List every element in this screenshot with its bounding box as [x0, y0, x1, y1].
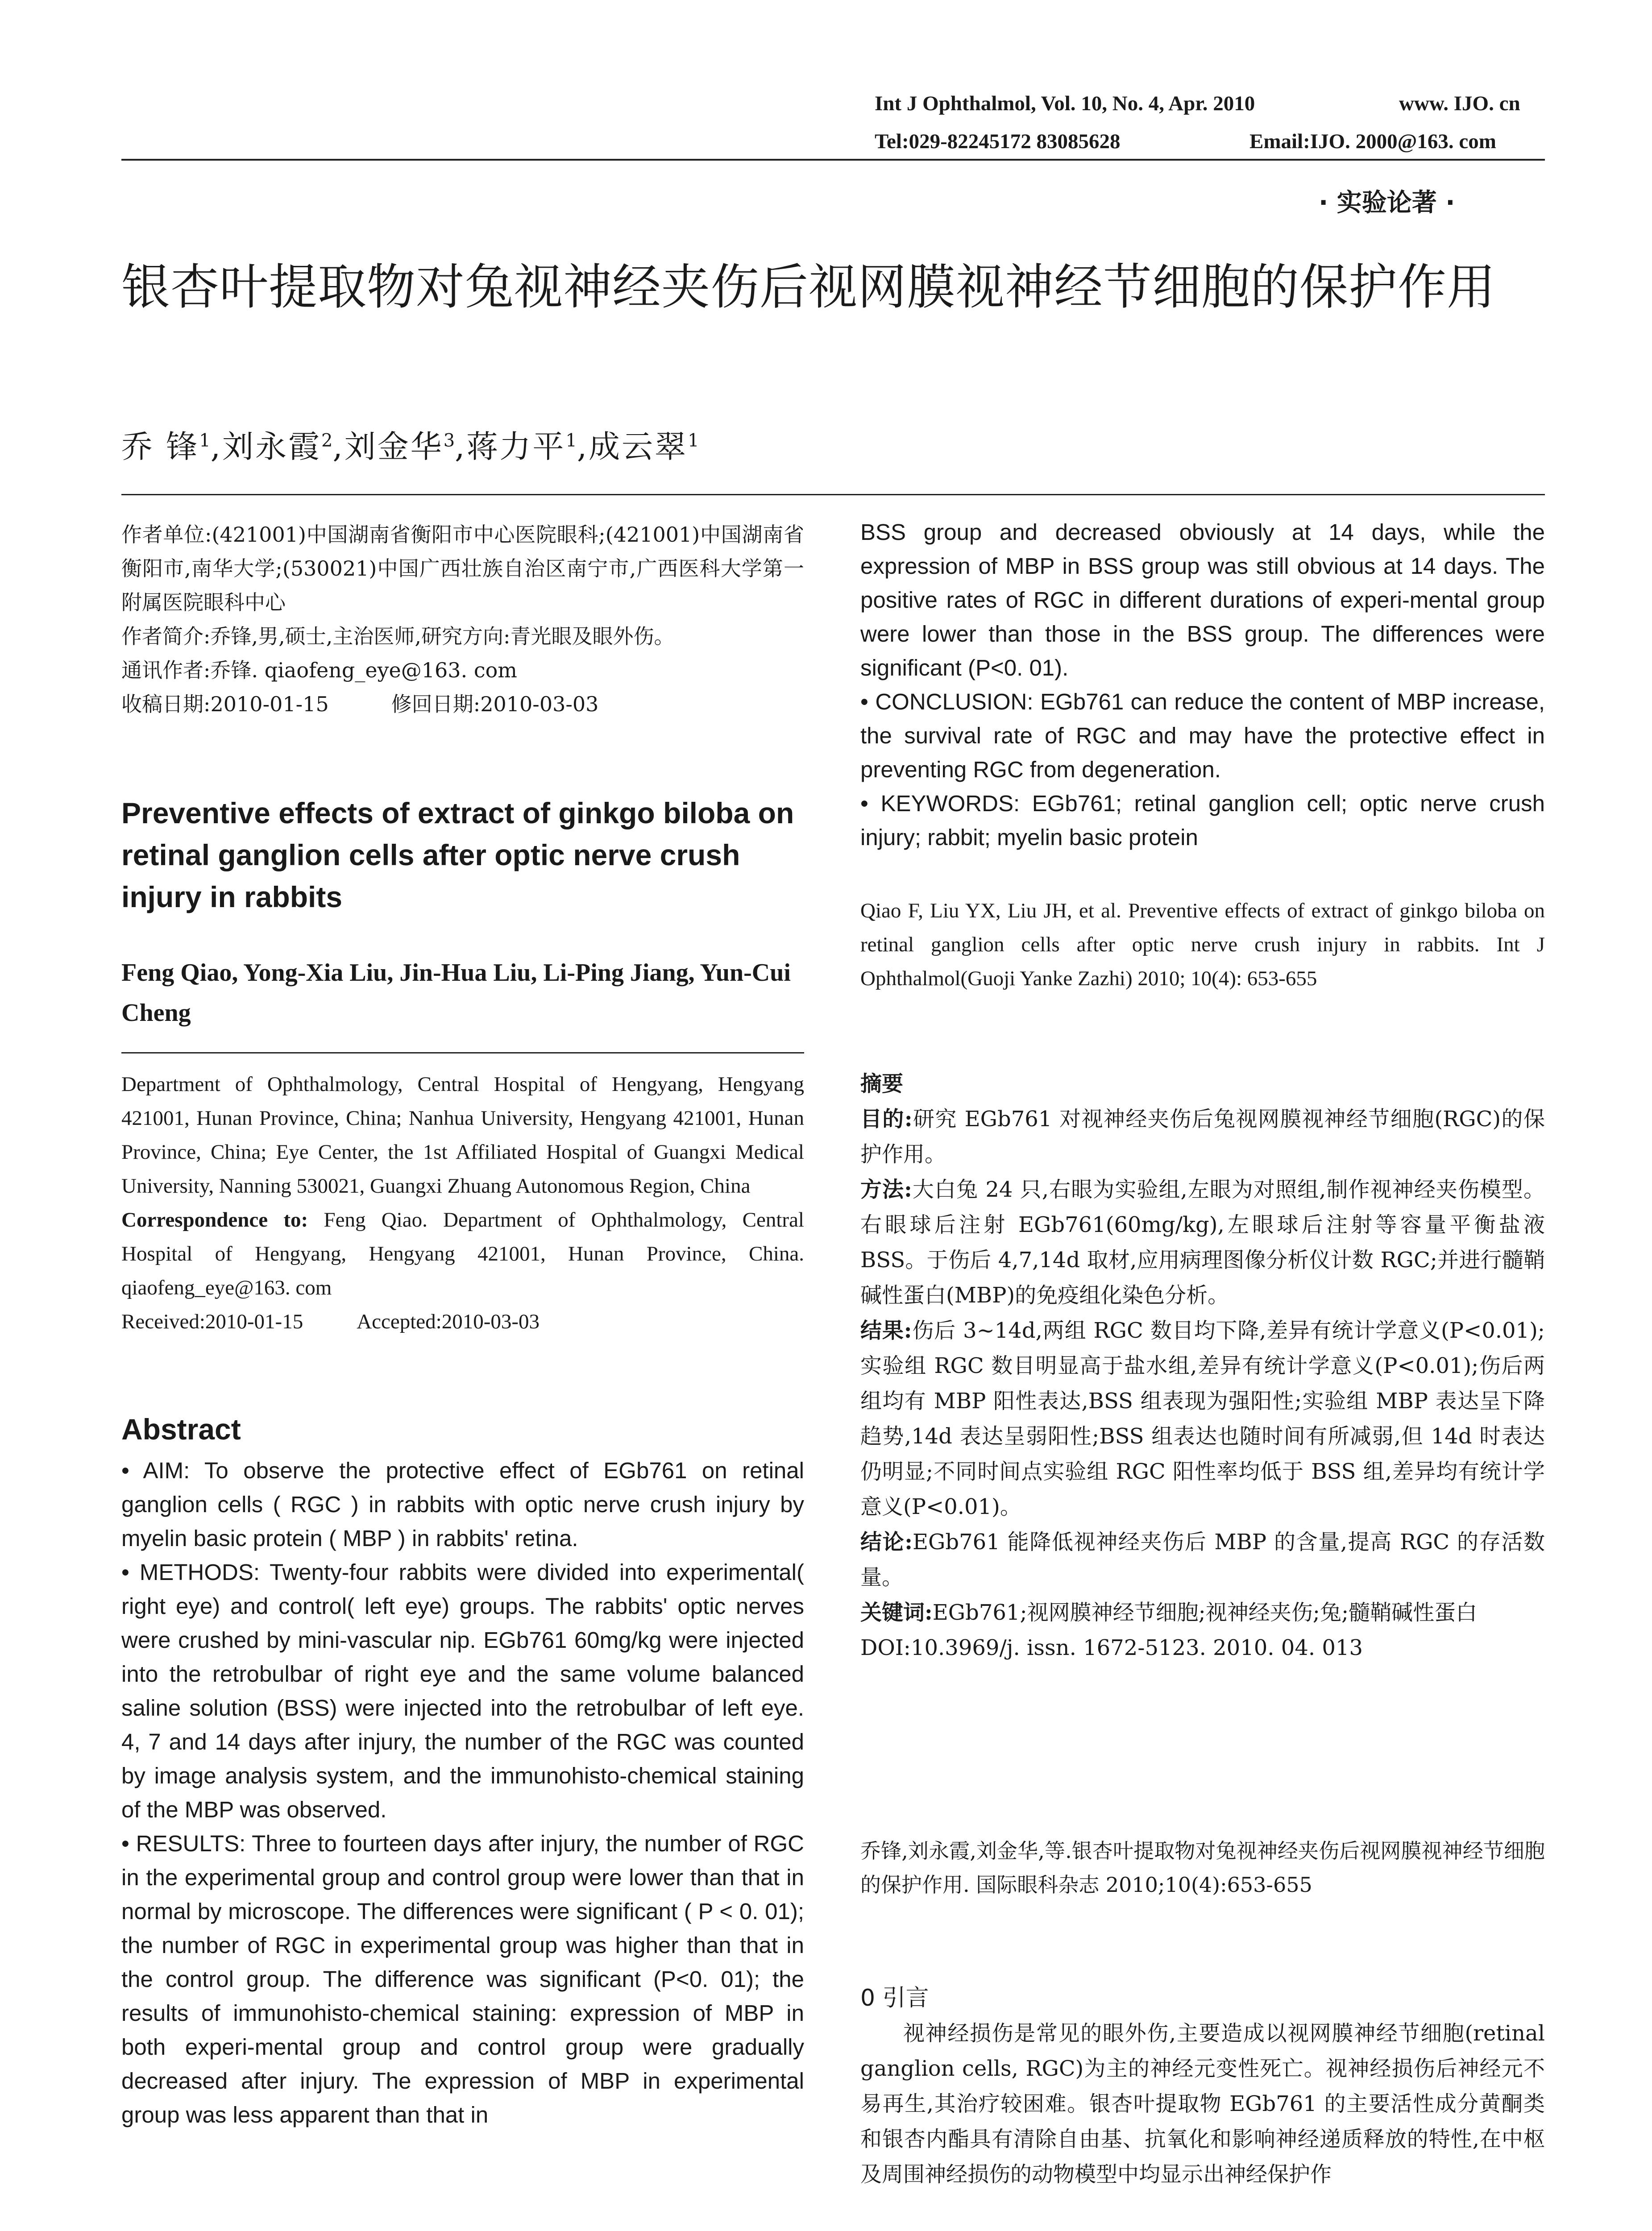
abstract-left: [121, 1454, 804, 2132]
cn-abstract-results: 结果:伤后 3~14d,两组 RGC 数目均下降,差异有统计学意义(P<0.01);实验组 RGC 数目明显高于盐水组,差异有统计学意义(P<0.01);伤后两组均有 MBP 阳性表达,BSS 组表现为强阳性;实验组 MBP 表达呈下降趋势,14d 表达呈弱阳性;BSS 组表达也随时间有所减弱,但 14d 时表达仍明显;不同时间点实验组 RGC 阳性率均低于 BSS 组,差异均有统计学意义(P<0.01)。: [860, 1318, 1545, 1519]
abstract-heading: Abstract: [121, 1413, 241, 1446]
cn-bio: 作者简介:乔锋,男,硕士,主治医师,研究方向:青光眼及眼外伤。: [121, 624, 675, 648]
affiliation-rule: [121, 1052, 804, 1053]
abstract-conclusion: • CONCLUSION: EGb761 can reduce the content of MBP increase, the survival rate of RGC and may have the protective effect in preventing RGC from degeneration.: [860, 689, 1545, 782]
cn-abstract-aim: 目的:研究 EGb761 对视神经夹伤后兔视网膜视神经节细胞(RGC)的保护作用。: [860, 1107, 1545, 1167]
author-name: 蒋力平: [466, 428, 566, 465]
en-dates: Received:2010-01-15 Accepted:2010-03-03: [121, 1310, 540, 1333]
section-tag: · 实验论著 ·: [1319, 188, 1455, 217]
cn-dates: 收稿日期:2010-01-15 修回日期:2010-03-03: [121, 692, 599, 716]
en-affiliation: Department of Ophthalmology, Central Hospital of Hengyang, Hengyang 421001, Hunan Province, China; Nanhua University, Hengyang 421001, Hunan Province, China; Eye Center, the 1st Affiliated Hospital of Guangxi Medical University, Nanning 530021, Guangxi Zhuang Autonomous Region, China: [121, 1073, 804, 1198]
intro-heading: 0 引言: [860, 1985, 929, 2011]
cn-correspondence: 通讯作者:乔锋. qiaofeng_eye@163. com: [121, 658, 517, 682]
author-name: 刘永霞: [222, 428, 321, 465]
abstract-aim: • AIM: To observe the protective effect of EGb761 on retinal ganglion cells ( RGC ) in rabbits with optic nerve crush injury by myelin basic protein ( MBP ) in rabbits' retina.: [121, 1458, 804, 1551]
abstract-methods: • METHODS: Twenty-four rabbits were divided into experimental( right eye) and control( left eye) groups. The rabbits' optic nerves were crushed by mini-vascular nip. EGb761 60mg/kg were injected into the retrobulbar of right eye and the same volume balanced saline solution (BSS) were injected into the retrobulbar of left eye. 4, 7 and 14 days after injury, the number of the RGC was counted by image analysis system, and the immunohisto-chemical staining of the MBP was observed.: [121, 1559, 804, 1822]
header-rule: [121, 159, 1545, 161]
cn-abstract-methods: 方法:大白兔 24 只,右眼为实验组,左眼为对照组,制作视神经夹伤模型。右眼球后注射 EGb761(60mg/kg),左眼球后注射等容量平衡盐液 BSS。于伤后 4,7,14d 取材,应用病理图像分析仪计数 RGC;并进行髓鞘碱性蛋白(MBP)的免疫组化染色分析。: [860, 1177, 1545, 1308]
abstract-results-cont: BSS group and decreased obviously at 14 days, while the expression of MBP in BSS group was still obvious at 14 days. The positive rates of RGC in different durations of experi-mental group were lower than those in the BSS group. The differences were significant (P<0. 01).: [860, 519, 1545, 680]
paper-title: 银杏叶提取物对兔视神经夹伤后视网膜视神经节细胞的保护作用: [121, 259, 1496, 315]
author-list: 乔 锋$^1$,刘永霞$^2$,刘金华$^3$,蒋力平$^1$,成云翠$^1$: [121, 428, 699, 465]
cn-doi: DOI:10.3969/j. issn. 1672-5123. 2010. 04. 013: [860, 1635, 1363, 1660]
abstract-keywords: • KEYWORDS: EGb761; retinal ganglion cell; optic nerve crush injury; rabbit; myelin basic protein: [860, 791, 1545, 850]
journal-email: Email:IJO. 2000@163. com: [1249, 130, 1496, 153]
journal-line: Int J Ophthalmol, Vol. 10, No. 4, Apr. 2010: [875, 92, 1255, 115]
en-correspondence: Correspondence to: Feng Qiao. Department of Ophthalmology, Central Hospital of Hengyang, Hengyang 421001, Hunan Province, China. qiaofeng_eye@163. com: [121, 1208, 804, 1299]
cn-meta: [121, 518, 804, 721]
cn-abstract-conclusion: 结论:EGb761 能降低视神经夹伤后 MBP 的含量,提高 RGC 的存活数量。: [860, 1530, 1545, 1590]
cn-citation: 乔锋,刘永霞,刘金华,等.银杏叶提取物对兔视神经夹伤后视网膜视神经节细胞的保护作用. 国际眼科杂志 2010;10(4):653-655: [860, 1839, 1545, 1897]
abstract-right: [860, 515, 1545, 854]
journal-website: www. IJO. cn: [1399, 92, 1520, 115]
cn-affiliation: 作者单位:(421001)中国湖南省衡阳市中心医院眼科;(421001)中国湖南省衡阳市,南华大学;(530021)中国广西壮族自治区南宁市,广西医科大学第一附属医院眼科中心: [121, 523, 804, 614]
author-name: 乔 锋: [121, 428, 199, 465]
title-rule: [121, 494, 1545, 495]
en-affiliation-block: [121, 1067, 804, 1339]
cn-abstract-keywords: 关键词:EGb761;视网膜神经节细胞;视神经夹伤;兔;髓鞘碱性蛋白: [860, 1600, 1478, 1625]
author-name: 成云翠: [589, 428, 688, 465]
en-citation: Qiao F, Liu YX, Liu JH, et al. Preventive effects of extract of ginkgo biloba on retinal ganglion cells after optic nerve crush injury in rabbits. Int J Ophthalmol(Guoji Yanke Zazhi) 2010; 10(4): 653-655: [860, 899, 1545, 990]
journal-tel: Tel:029-82245172 83085628: [875, 130, 1121, 153]
en-authors: Feng Qiao, Yong-Xia Liu, Jin-Hua Liu, Li-Ping Jiang, Yun-Cui Cheng: [121, 959, 791, 1027]
abstract-results: • RESULTS: Three to fourteen days after injury, the number of RGC in the experimental group and control group were lower than that in normal by microscope. The differences were significant ( P < 0. 01); the number of RGC in experimental group was higher than that in the control group. The difference was significant (P<0. 01); the results of immunohisto-chemical staining: expression of MBP in both experi-mental group and control group were gradually decreased after injury. The expression of MBP in experimental group was less apparent than that in: [121, 1831, 804, 2127]
en-title: Preventive effects of extract of ginkgo biloba on retinal ganglion cells after optic nerve crush injury in rabbits: [121, 796, 794, 913]
cn-abstract-heading: 摘要: [860, 1071, 904, 1096]
author-name: 刘金华: [344, 428, 444, 465]
intro-text: 视神经损伤是常见的眼外伤,主要造成以视网膜神经节细胞(retinal ganglion cells, RGC)为主的神经元变性死亡。视神经损伤后神经元不易再生,其治疗较困难。银杏叶提取物 EGb761 的主要活性成分黄酮类和银杏内酯具有清除自由基、抗氧化和影响神经递质释放的特性,在中枢及周围神经损伤的动物模型中均显示出神经保护作: [860, 2021, 1545, 2187]
cn-abstract: [860, 1066, 1545, 1666]
